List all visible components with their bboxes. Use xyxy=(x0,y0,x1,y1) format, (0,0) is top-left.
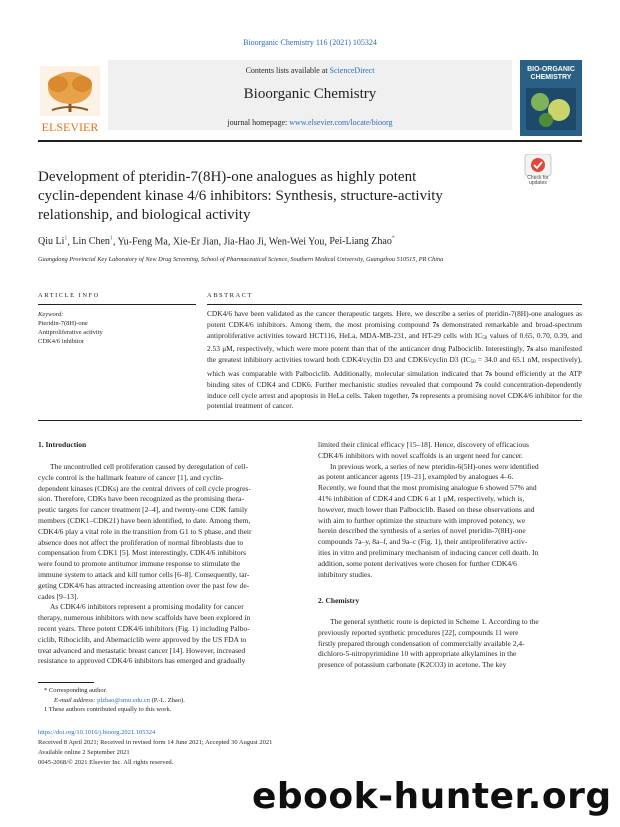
elsevier-logo xyxy=(38,64,102,136)
homepage-line: journal homepage: www.elsevier.com/locate/bioorg xyxy=(227,118,393,127)
author[interactable]: Wen-Wei You xyxy=(268,236,325,248)
text-line: CDK4/6 inhibitors with novel scaffolds is an urgent need for cancer. xyxy=(318,450,523,460)
copyright: 0045-2068/© 2021 Elsevier Inc. All rights reserved. xyxy=(38,759,174,766)
text-line: herein described the synthesis of a series of novel pteridin-7(8H)-one xyxy=(318,526,526,536)
received-dates: Received 8 April 2021; Received in revised form 14 June 2021; Accepted 30 August 2021 xyxy=(38,739,273,746)
text-line: In previous work, a series of new pteridin-6(5H)-ones were identified xyxy=(330,461,539,471)
corresponding-author-note: * Corresponding author. xyxy=(44,687,108,694)
text-line: firstly prepared through condensation of commercially available 2,4- xyxy=(318,638,525,648)
text-line: recent years. Three potent CDK4/6 inhibitors (Fig. 1) including Palbo- xyxy=(38,623,250,633)
introduction-heading: 1. Introduction xyxy=(38,440,87,449)
journal-reference[interactable]: Bioorganic Chemistry 116 (2021) 105324 xyxy=(243,38,377,47)
check-for-updates-icon xyxy=(522,154,554,176)
masthead-rule xyxy=(38,140,582,142)
cover-artwork xyxy=(526,88,576,130)
abstract-text: CDK4/6 have been validated as the cancer therapeutic targets. Here, we describe a series of pteridin-7(8H)-one analogues as potent CDK4/6 inhibitors. Among them, the most promising compound 7s demonstrated remarkable and broad-spectrum antiproliferative activities toward HCT116, HeLa, MDA-MB-231, and HT-29 cells with $IC_{50}$ values of 0.65, 0.70, 0.39, and 2.53 μM, respectively, which were more potent than that of the anticancer drug Palbociclib. Interestingly, 7s also manifested the greatest inhibitory activities toward both CDK4/cyclin D3 and CDK6/cyclin D3 ($IC_{50} = 34.0$ and 65.1 nM, respectively), which was comparable with Palbociclib. Additionally, molecular simulation indicated that 7s bound efficiently at the ATP binding sites of CDK4 and CDK6. Further mechanistic studies revealed that compound 7s could concentration-dependently induce cell cycle arrest and apoptosis in HeLa cells. Taken together, 7s represents a promising novel CDK4/6 inhibitor for the potential treatment of cancer. xyxy=(207,309,583,411)
keyword-label: Keyword: xyxy=(38,311,64,318)
text-line: CDK4/6 play a vital role in the transition from G1 to S phase, and their xyxy=(38,526,252,536)
text-line: absence does not affect the proliferation of normal fibroblasts due to xyxy=(38,537,244,547)
author[interactable]: Yu-Feng Ma xyxy=(117,236,168,248)
author[interactable]: Qiu Li$^1$ xyxy=(38,236,68,248)
article-info-heading: ARTICLE INFO xyxy=(38,292,100,299)
text-line: sion. Therefore, CDKs have been recognized as the promising thera- xyxy=(38,494,244,504)
text-line: As CDK4/6 inhibitors represent a promising modality for cancer xyxy=(50,602,244,612)
text-line: immune system to attack and kill tumor cells [6–8]. Consequently, tar- xyxy=(38,569,250,579)
text-line: 41% inhibition of CDK4 and CDK 6 at 1 μM, respectively, which is, xyxy=(318,493,525,503)
doi-link[interactable]: https://doi.org/10.1016/j.bioorg.2021.105324 xyxy=(38,729,156,736)
text-line: treat advanced and metastatic breast cancer [14]. However, increased xyxy=(38,645,246,655)
available-online: Available online 2 September 2021 xyxy=(38,749,130,756)
title-line-1: Development of pteridin-7(8H)-one analogues as highly potent xyxy=(38,169,417,185)
journal-cover[interactable] xyxy=(520,60,582,136)
text-line: compensation from CDK1 [5]. Most interestingly, CDK4/6 inhibitors xyxy=(38,548,247,558)
journal-name: Bioorganic Chemistry xyxy=(243,86,377,102)
text-line: were found to promote antitumor immune response to stimulate the xyxy=(38,559,241,569)
elsevier-wordmark: ELSEVIER xyxy=(41,120,99,134)
text-line: resistance to approved CDK4/6 inhibitors has emerged and gradually xyxy=(38,656,246,666)
cover-title: BIO-ORGANIC CHEMISTRY xyxy=(527,66,575,81)
text-line: Recently, we found that the most promising analogue 6 showed 57% and xyxy=(318,483,537,493)
text-line: dependent kinases (CDKs) are the central drivers of cell cycle progres- xyxy=(38,483,251,493)
chemistry-heading: 2. Chemistry xyxy=(318,596,360,605)
equal-contribution-note: 1 These authors contributed equally to this work. xyxy=(44,706,172,713)
text-line: geting CDK4/6 has attracted increasing attention over the past few de- xyxy=(38,580,250,590)
title-line-2: cyclin-dependent kinase 4/6 inhibitors: Synthesis, structure-activity xyxy=(38,188,443,204)
introduction-text xyxy=(38,462,306,667)
text-line: ities in vitro and preliminary mechanism of inducing cancer cell death. In xyxy=(318,547,539,557)
sciencedirect-link[interactable]: ScienceDirect xyxy=(329,66,375,75)
text-line: as potent anticancer agents [19–21], exampled by analogues 4–6. xyxy=(318,472,514,482)
text-line: however, much lower than Palbociclib. Based on these observations and xyxy=(318,504,535,514)
footnotes xyxy=(44,686,314,715)
abstract-heading: ABSTRACT xyxy=(207,292,253,299)
homepage-link[interactable]: www.elsevier.com/locate/bioorg xyxy=(289,118,393,127)
article-info-rule xyxy=(38,304,196,305)
text-line: members (CDK1–CDK21) have been identified, to date. Among them, xyxy=(38,515,251,525)
author[interactable]: Xie-Er Jian xyxy=(172,236,219,248)
author[interactable]: Pei-Liang Zhao* xyxy=(329,236,395,248)
text-line: addition, some potent derivatives were chosen for further CDK4/6 xyxy=(318,558,517,568)
watermark-text: ebook-hunter.org xyxy=(252,776,612,817)
chemistry-text xyxy=(318,617,582,671)
author-list: Qiu Li$^1$, Lin Chen$^1$, Yu-Feng Ma, Xie-Er Jian, Jia-Hao Ji, Wen-Wei You, Pei-Liang Zhao* xyxy=(38,236,395,248)
abstract-rule xyxy=(207,304,582,305)
text-line: previously reported synthetic procedures [22], compounds 11 were xyxy=(318,627,519,637)
check-for-updates-label: Check for updates xyxy=(527,175,549,186)
text-line: dichloro-5-nitropyrimidine 10 with appropriate alkylamines in the xyxy=(318,649,517,659)
text-line: cades [9–13]. xyxy=(38,591,79,601)
text-line: presence of potassium carbonate (K2CO3) in acetone. The key xyxy=(318,660,507,670)
text-line: The general synthetic route is depicted in Scheme 1. According to the xyxy=(330,617,539,626)
article-title xyxy=(38,168,518,225)
text-line: inhibitory studies. xyxy=(318,569,373,579)
right-column-text xyxy=(318,440,582,580)
text-line: The uncontrolled cell proliferation caused by deregulation of cell- xyxy=(50,462,248,471)
abstract-bottom-rule xyxy=(38,420,582,421)
author[interactable]: Lin Chen$^1$ xyxy=(72,236,113,248)
text-line: cycle control is the hallmark feature of cancer [1], and cyclin- xyxy=(38,472,224,482)
title-line-3: relationship, and biological activity xyxy=(38,207,251,223)
footnote-rule xyxy=(38,682,94,683)
text-line: compounds 7a–y, 8a–f, and 9a–c (Fig. 1), their antiproliferative activ- xyxy=(318,537,528,547)
email-link[interactable]: plzhao@smu.edu.cn xyxy=(97,696,151,704)
check-for-updates-badge[interactable] xyxy=(522,154,554,188)
keyword[interactable]: CDK4/6 inhibitor xyxy=(38,338,85,345)
text-line: peutic targets for cancer treatment [2–4], and twenty-one CDK family xyxy=(38,505,248,515)
text-line: limited their clinical efficacy [15–18]. Hence, discovery of efficacious xyxy=(318,440,529,449)
author[interactable]: Jia-Hao Ji xyxy=(223,236,264,248)
keyword[interactable]: Pteridin-7(8H)-one xyxy=(38,320,88,327)
publication-info xyxy=(38,728,582,768)
text-line: ciclib, Ribociclib, and Abemaciclib were approved by the US FDA to xyxy=(38,634,247,644)
text-line: with aim to further optimize the structure with improved potency, we xyxy=(318,515,526,525)
email-note: E-mail address: plzhao@smu.edu.cn (P.-L. Zhao). xyxy=(54,696,185,704)
affiliation: Guangdong Provincial Key Laboratory of New Drug Screening, School of Pharmaceutical Science, Southern Medical University, Guangzhou 510515, PR China xyxy=(38,256,444,263)
keyword[interactable]: Antiproliferative activity xyxy=(38,329,103,336)
text-line: therapy, numerous inhibitors with new scaffolds have been explored in xyxy=(38,613,251,623)
contents-line: Contents lists available at ScienceDirect xyxy=(245,66,375,75)
